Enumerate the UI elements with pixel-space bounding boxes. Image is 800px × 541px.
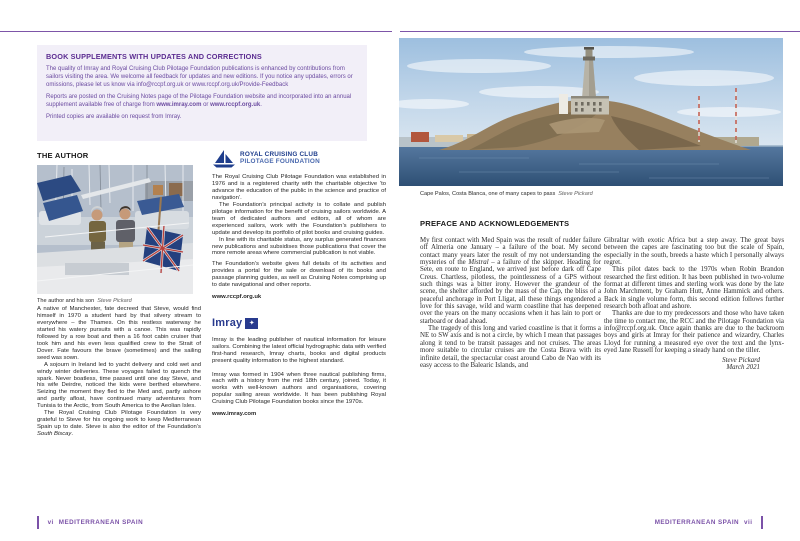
supplements-paragraph-1: The quality of Imray and Royal Cruising Club Pilotage Foundation publications is enhanced by contributions from sailors visiting the area. We welcome all feedback for updates and new editions. If you notice any updates, errors or omissions, please let us know via info@rccpf.org.uk or www.rccpf.org.uk/Provide-Feedback <box>46 66 353 88</box>
rcc-logo-line1: ROYAL CRUISING CLUB <box>240 150 319 158</box>
author-text-column <box>37 306 201 438</box>
imray-url-link[interactable]: www.imray.com <box>156 101 202 108</box>
left-running-head: MEDITERRANEAN SPAIN <box>58 519 144 526</box>
imray-logo <box>212 318 386 329</box>
preface-paragraph-1-text: My first contact with Med Spain was the result of rudder failure off Almeria one January – a failure of the boat. My second contact many years later the result of my not understanding the mysteries of the <box>420 237 601 267</box>
top-rule-right-page <box>400 31 800 32</box>
rcc-pilotage-foundation-logo <box>212 148 386 168</box>
foundation-column <box>212 148 386 418</box>
imray-logo-wordmark: Imray <box>212 316 243 329</box>
south-biscay-title: South Biscay <box>37 431 72 438</box>
left-folio-bar <box>37 516 39 529</box>
signature-date: March 2021 <box>726 363 760 371</box>
mistral-italic: Mistral <box>468 259 489 267</box>
author-photo-illustration <box>37 165 193 294</box>
imray-website-link[interactable]: www.imray.com <box>212 411 257 418</box>
cape-palos-photo <box>399 38 783 186</box>
right-page-number: vii <box>744 519 753 526</box>
right-folio-bar <box>761 516 763 529</box>
left-page-footer <box>37 516 143 529</box>
supplements-paragraph-2-or: or <box>201 101 211 108</box>
cape-palos-caption <box>420 191 780 198</box>
rcc-logo-line2: PILOTAGE FOUNDATION <box>240 158 320 165</box>
preface-signature-block <box>604 357 784 372</box>
author-caption-text: The author and his son <box>37 298 95 304</box>
rcc-logo-text <box>240 151 320 165</box>
author-paragraph-2: A sojourn in Ireland led to yacht delivery and cold wet and windy winter deliveries. These voyages failed to quench the spark. Never boatless, time passed until one day Steve, and his wife Deirdre, noticed the kids were berthed elsewhere. Seizing the moment they fled to the Med and, partly ashore and partly afloat, have continued many adventures from Tunisia to the Arctic, from South America to the Aeolian Isles. <box>37 361 201 410</box>
rccpf-website-link[interactable]: www.rccpf.org.uk <box>212 293 262 300</box>
imray-paragraph-2: Imray was formed in 1904 when three nautical publishing firms, each with a history from the mid 18th century, joined. Today, it works with well-known authors and organisations, covering popular sailing areas worldwide. It has been publishing Royal Cruising Club Pilotage Foundation books since the 1970s. <box>212 371 386 406</box>
supplements-paragraph-2 <box>46 94 358 110</box>
preface-paragraph-5: Thanks are due to my predecessors and those who have taken the time to contact me, the RCC and the Pilotage Foundation via info@rccpf.org.uk. Once again thanks are due to the backroom boys and girls at Imray for their patience and wizardry, Charles Lloyd for running a measured eye over the text and the lynx-eyed Jane Russell for keeping a steady hand on the tiller. <box>604 310 784 355</box>
imray-paragraph-1: Imray is the leading publisher of nautical information for leisure sailors. Combining the latest official hydrographic data with verified first-hand research, Imray charts, books and digital products present quality information to the highest standard. <box>212 336 386 364</box>
author-section-title: THE AUTHOR <box>37 151 89 160</box>
rcc-paragraph-4: The Foundation’s website gives full details of its activities and provides a portal for the sale or download of its books and passage planning guides, as well as Cruising Notes comprising up to date navigational and other reports. <box>212 260 386 288</box>
supplements-paragraph-3: Printed copies are available on request from Imray. <box>46 114 182 121</box>
author-photo-credit: Steve Pickard <box>97 298 132 304</box>
preface-paragraph-3: Gibraltar with exotic Africa but a step away. The great bays between the capes are fascinating too but the scale of Spain, especially in the south, breeds a haste which I personally always regret. <box>604 237 784 267</box>
right-page-footer <box>655 516 763 529</box>
lighthouse-illustration <box>399 38 783 186</box>
author-paragraph-1: A native of Manchester, fate decreed that Steve, would find himself in 1970 a student hard by that silvery stream to everywhere – the Thames. On this restless waterway he started his watery pursuits with a canoe. This was rapidly followed by a row boat and then a 16 foot cabin cruiser that took him and his even less qualified crew to the Strait of Dover. Fate favours the brave (sometimes) and the sailing seed was sown. <box>37 306 201 361</box>
preface-paragraph-4: This pilot dates back to the 1970s when Robin Brandon researched the first edition. It has been published in two-volume format at different times and sterling work was done by the late John Marchment, by Graham Hutt, Anne Hammick and others. Back in single volume form, this second edition follows further research both afloat and ashore. <box>604 266 784 311</box>
preface-column-2 <box>604 237 784 371</box>
author-photo-caption <box>37 298 201 305</box>
author-paragraph-3-end: . <box>71 431 74 438</box>
rcc-sailboat-icon <box>212 148 236 168</box>
cape-caption-text: Cape Palos, Costa Blanca, one of many capes to pass <box>420 191 556 197</box>
preface-column-1 <box>420 237 601 369</box>
top-rule-left-page <box>0 31 392 32</box>
supplements-title: BOOK SUPPLEMENTS WITH UPDATES AND CORRECTIONS <box>46 52 262 61</box>
rcc-paragraph-1: The Royal Cruising Club Pilotage Foundation was established in 1976 and is a registered charity with the charitable objective ‘to advance the education of the public in the science and practice of navigation’. <box>212 174 386 201</box>
supplements-paragraph-2-end: . <box>260 101 262 108</box>
author-paragraph-3 <box>37 410 201 438</box>
rcc-paragraph-3: In line with its charitable status, any surplus generated finances new publications and subsidises those publications that cover the more remote areas where commercial publication is not viable. <box>212 236 386 257</box>
left-page-number: vi <box>47 519 54 526</box>
rccpf-url-link[interactable]: www.rccpf.org.uk <box>210 101 261 108</box>
preface-paragraph-2: The tragedy of this long and varied coastline is that it forms a NE to SW axis and is not a circle, by which I mean that passages along it tend to be transit passages and not cruises. The areas more suitable to circular cruises are the Costa Brava with its infinite detail, the spectacular coast around Cabo de Nao with its easy access to the Balearic Islands, and <box>420 325 601 369</box>
preface-paragraph-1 <box>420 237 601 325</box>
cape-photo-credit: Steve Pickard <box>558 191 593 197</box>
preface-paragraph-1-end: – a failure of the skipper. Heading for Sete, en route to England, we arrived just before dark off Cape Creus. Chartless, pilotless, the pointlessness of a GPS without such things was a bitter irony. However the grandeur of the scene, the shelter afforded by the mass of the Cap, the bliss of a peaceful anchorage in Port Lligat, all these things engendered a love for this savage, wild and warm coastline that has deepened over the years on the many occasions when it has lain to port or starboard or dead ahead. <box>420 259 601 325</box>
author-paragraph-3-text: The Royal Cruising Club Pilotage Foundation is very grateful to Steve for his ongoing work to keep Mediterranean Spain up to date. Steve is also the editor of the Foundation’s <box>37 410 201 431</box>
supplements-paragraph-2-text: Reports are posted on the Cruising Notes page of the Pilotage Foundation website and incorporated into an annual supplement available free of charge from <box>46 93 352 108</box>
author-photo <box>37 165 193 294</box>
preface-title: PREFACE AND ACKNOWLEDGEMENTS <box>420 219 570 228</box>
right-running-head: MEDITERRANEAN SPAIN <box>654 519 740 526</box>
supplements-box <box>37 45 367 141</box>
signature-name: Steve Pickard <box>722 356 760 364</box>
rcc-paragraph-2: The Foundation’s principal activity is to collate and publish pilotage information for the benefit of cruising sailors worldwide. A team of dedicated authors and editors, all of whom are experienced sailors, work with the Foundation’s publishers to update and develop its portfolio of pilot books and cruising guides. <box>212 201 386 236</box>
imray-compass-icon: ✦ <box>245 318 258 329</box>
